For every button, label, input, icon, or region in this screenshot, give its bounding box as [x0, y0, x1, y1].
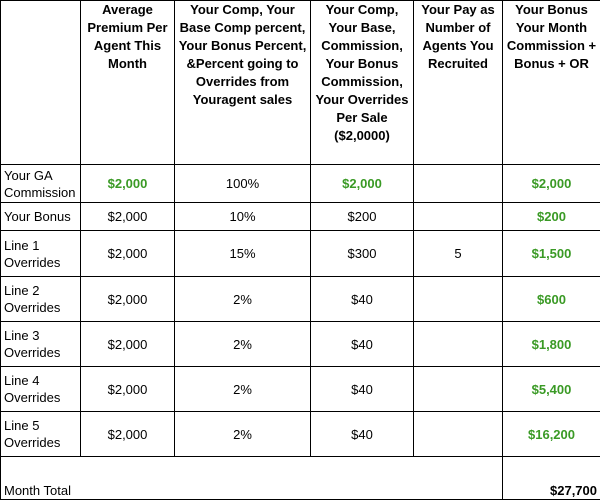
header-agents-recruited: Your Pay as Number of Agents You Recruited	[414, 1, 503, 165]
table-row	[1, 412, 600, 457]
header-comp-amount: Your Comp, Your Base, Commission, Your Bonus Commission, Your Overrides Per Sale ($2,0000)	[311, 1, 414, 165]
percent-cell: 10%	[175, 203, 311, 231]
header-row	[1, 1, 600, 165]
total-cell: $600	[503, 277, 600, 322]
agents-cell	[414, 367, 503, 412]
percent-cell: 2%	[175, 412, 311, 457]
row-label: Line 3 Overrides	[1, 322, 81, 367]
header-blank	[1, 1, 81, 165]
percent-cell: 2%	[175, 277, 311, 322]
premium-cell: $2,000	[81, 277, 175, 322]
row-label: Line 1 Overrides	[1, 231, 81, 277]
row-label: Your GA Commission	[1, 165, 81, 203]
comp-cell: $40	[311, 367, 414, 412]
row-label: Your Bonus	[1, 203, 81, 231]
premium-cell: $2,000	[81, 367, 175, 412]
agents-cell	[414, 277, 503, 322]
header-month-total: Your Bonus Your Month Commission + Bonus + OR	[503, 1, 600, 165]
percent-cell: 2%	[175, 367, 311, 412]
comp-cell: $40	[311, 412, 414, 457]
comp-cell: $40	[311, 277, 414, 322]
premium-cell: $2,000	[81, 322, 175, 367]
percent-cell: 2%	[175, 322, 311, 367]
agents-cell	[414, 165, 503, 203]
total-cell: $2,000	[503, 165, 600, 203]
premium-cell: $2,000	[81, 165, 175, 203]
percent-cell: 100%	[175, 165, 311, 203]
agents-cell: 5	[414, 231, 503, 277]
table-row	[1, 277, 600, 322]
table-row	[1, 322, 600, 367]
total-cell: $16,200	[503, 412, 600, 457]
comp-cell: $200	[311, 203, 414, 231]
agents-cell	[414, 322, 503, 367]
agents-cell	[414, 203, 503, 231]
total-row	[1, 457, 600, 500]
table-row	[1, 203, 600, 231]
premium-cell: $2,000	[81, 412, 175, 457]
table-row	[1, 231, 600, 277]
row-label: Line 4 Overrides	[1, 367, 81, 412]
agents-cell	[414, 412, 503, 457]
total-cell: $1,500	[503, 231, 600, 277]
comp-cell: $300	[311, 231, 414, 277]
table-row	[1, 367, 600, 412]
total-cell: $1,800	[503, 322, 600, 367]
percent-cell: 15%	[175, 231, 311, 277]
premium-cell: $2,000	[81, 231, 175, 277]
total-cell: $5,400	[503, 367, 600, 412]
month-total-label: Month Total	[1, 457, 503, 500]
row-label: Line 5 Overrides	[1, 412, 81, 457]
comp-cell: $2,000	[311, 165, 414, 203]
month-total-value: $27,700	[503, 457, 600, 500]
total-cell: $200	[503, 203, 600, 231]
header-average-premium: Average Premium Per Agent This Month	[81, 1, 175, 165]
premium-cell: $2,000	[81, 203, 175, 231]
header-comp-percent: Your Comp, Your Base Comp percent, Your Bonus Percent, &Percent going to Overrides from Youragent sales	[175, 1, 311, 165]
row-label: Line 2 Overrides	[1, 277, 81, 322]
table-row	[1, 165, 600, 203]
comp-cell: $40	[311, 322, 414, 367]
